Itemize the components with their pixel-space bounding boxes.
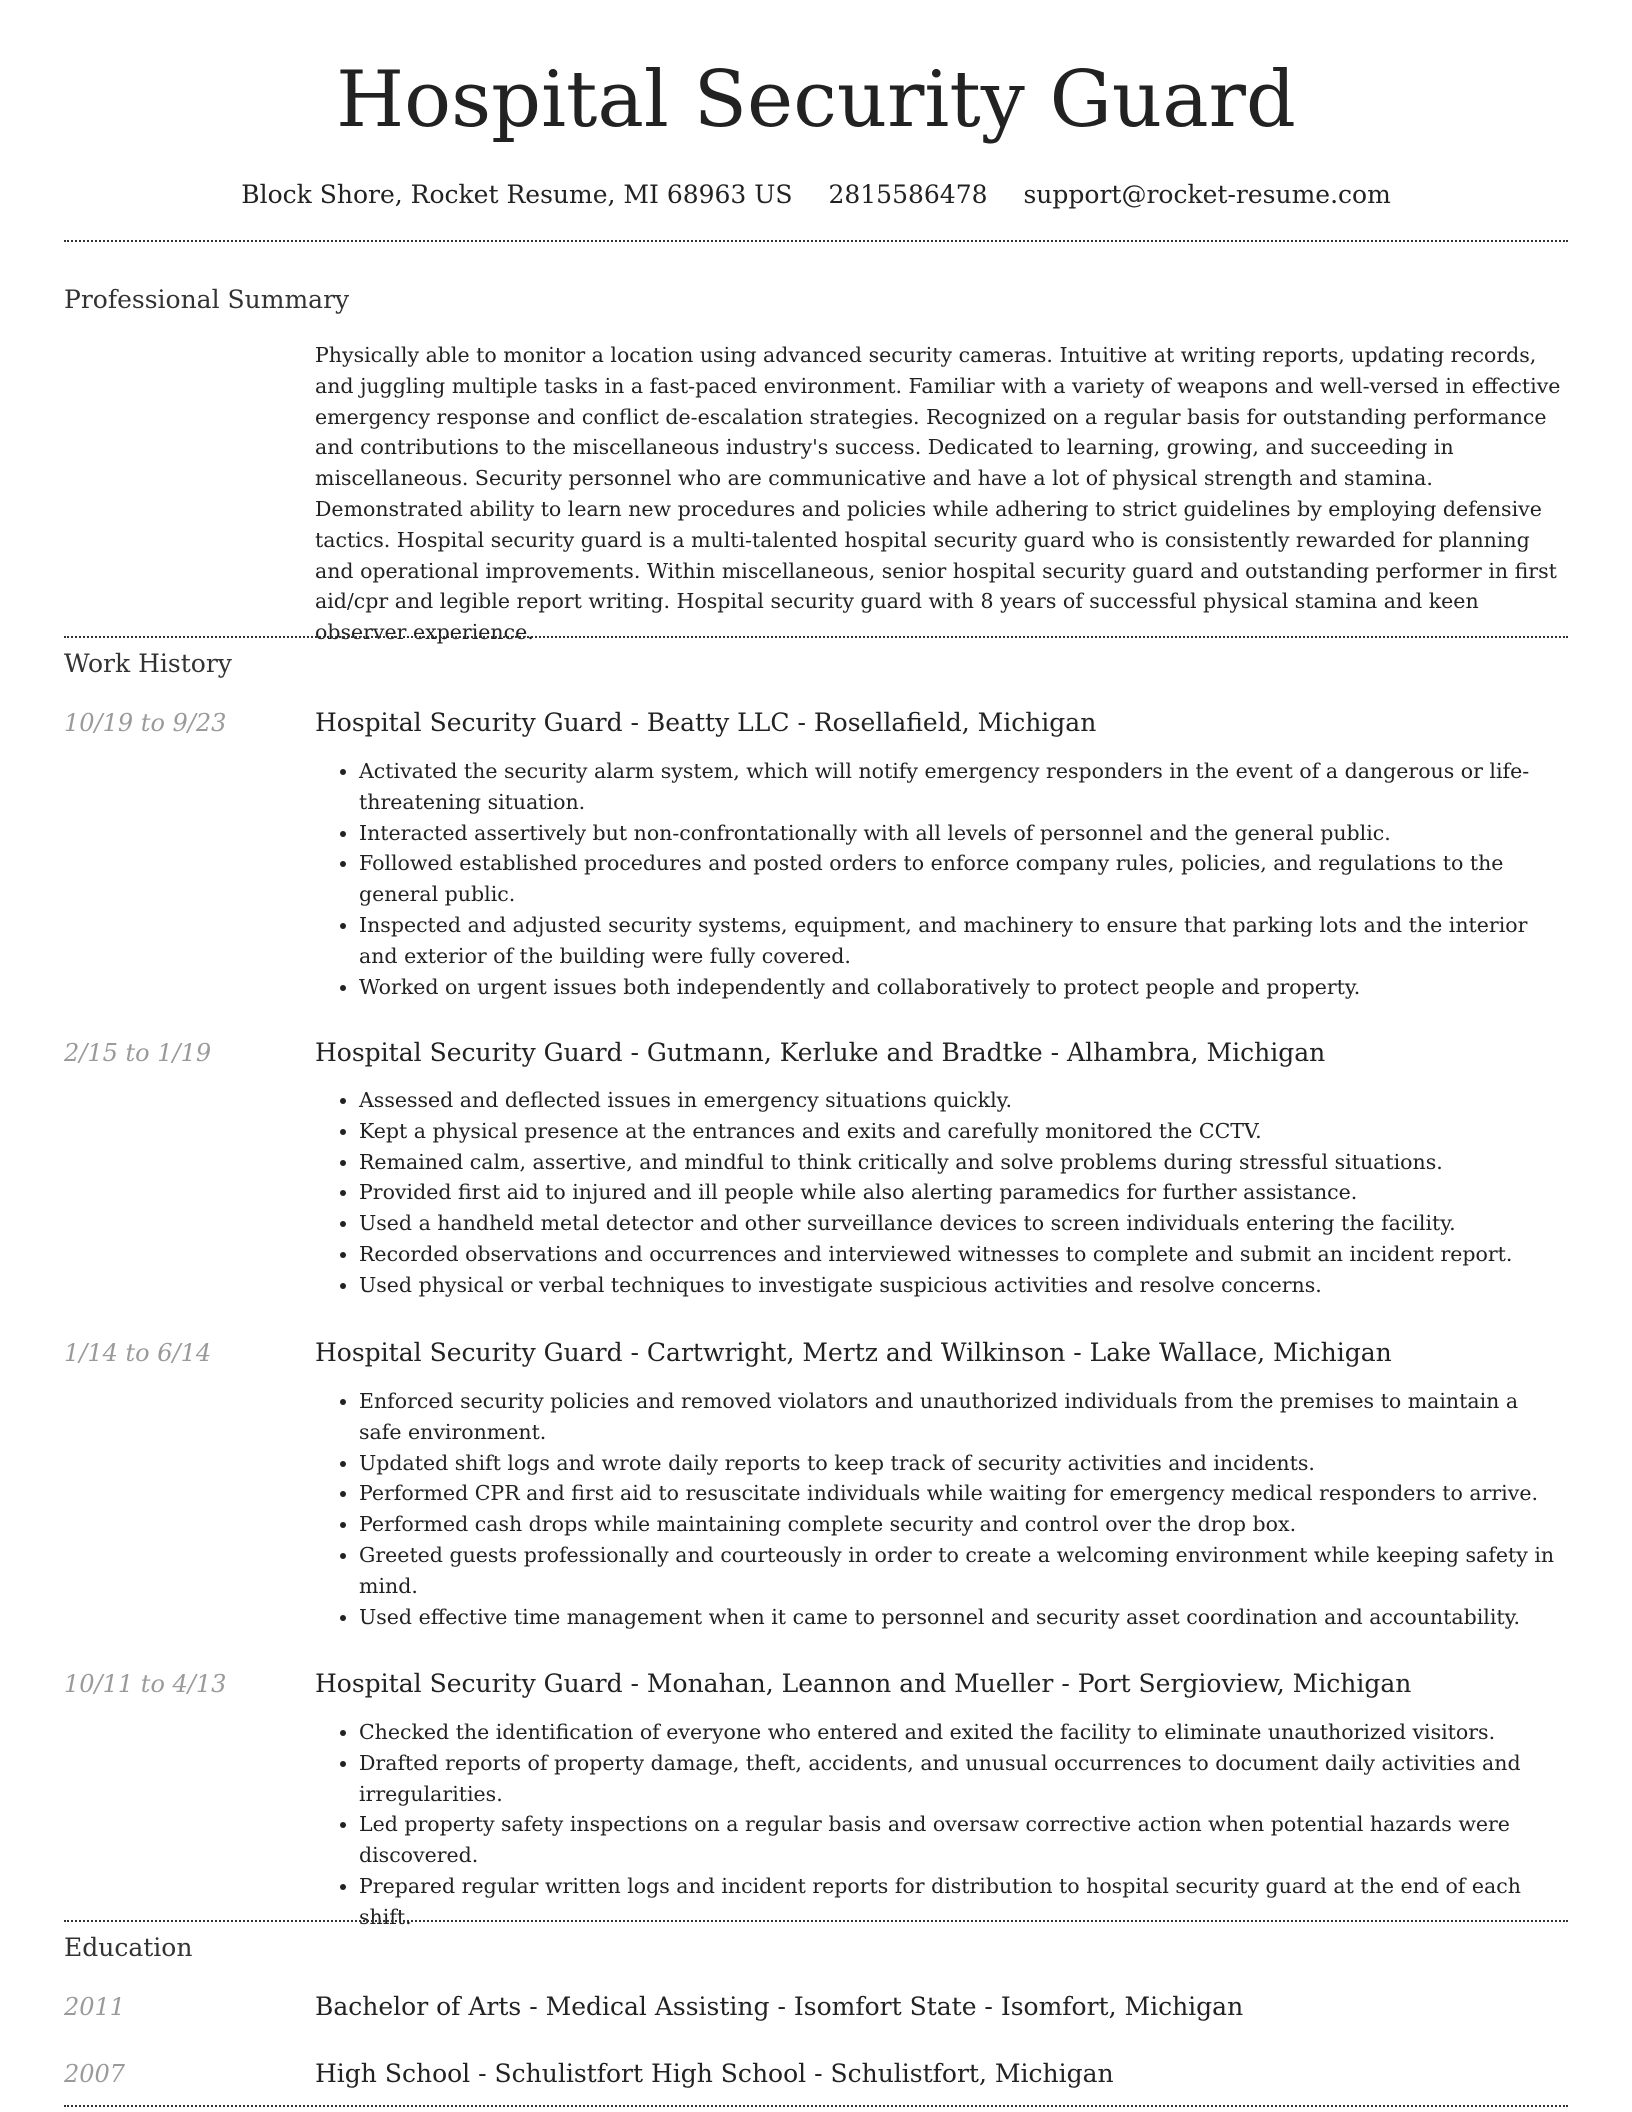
job-bullet: • Enforced security policies and removed violators and unauthorized individuals from the premises to maintain a safe environment.	[359, 1386, 1567, 1448]
education-heading: Bachelor of Arts - Medical Assisting - Isomfort State - Isomfort, Michigan	[315, 1992, 1244, 2021]
contact-address: Block Shore, Rocket Resume, MI 68963 US	[241, 180, 793, 209]
job-bullet: • Updated shift logs and wrote daily reports to keep track of security activities and incidents.	[359, 1448, 1567, 1479]
job-bullet: • Checked the identification of everyone who entered and exited the facility to eliminate unauthorized visitors.	[359, 1717, 1567, 1748]
divider	[64, 240, 1568, 242]
job-bullet-list	[315, 1085, 1567, 1301]
contact-line	[0, 178, 1632, 212]
job-heading: Hospital Security Guard - Cartwright, Mertz and Wilkinson - Lake Wallace, Michigan	[315, 1338, 1392, 1367]
divider	[64, 1920, 1568, 1922]
divider	[64, 636, 1568, 638]
job-bullet: • Used effective time management when it came to personnel and security asset coordination and accountability.	[359, 1602, 1567, 1633]
job-heading: Hospital Security Guard - Monahan, Leannon and Mueller - Port Sergioview, Michigan	[315, 1669, 1412, 1698]
job-dates: 2/15 to 1/19	[64, 1039, 212, 1067]
job-bullet: • Interacted assertively but non-confrontationally with all levels of personnel and the general public.	[359, 818, 1567, 849]
job-heading: Hospital Security Guard - Gutmann, Kerluke and Bradtke - Alhambra, Michigan	[315, 1038, 1326, 1067]
job-bullet: • Prepared regular written logs and incident reports for distribution to hospital security guard at the end of each shift.	[359, 1871, 1567, 1933]
job-bullet-list	[315, 1717, 1567, 1933]
resume-header	[0, 0, 1632, 212]
contact-phone: 2815586478	[828, 180, 988, 209]
job-bullet: • Kept a physical presence at the entrances and exits and carefully monitored the CCTV.	[359, 1116, 1567, 1147]
summary-text: Physically able to monitor a location using advanced security cameras. Intuitive at writing reports, updating records, and juggling multiple tasks in a fast-paced environment. Familiar with a variety of weapons and well-versed in effective emergency response and conflict de-escalation strategies. Recognized on a regular basis for outstanding performance and contributions to the miscellaneous industry's success. Dedicated to learning, growing, and succeeding in miscellaneous. Security personnel who are communicative and have a lot of physical strength and stamina. Demonstrated ability to learn new procedures and policies while adhering to strict guidelines by employing defensive tactics. Hospital security guard is a multi-talented hospital security guard who is consistently rewarded for planning and operational improvements. Within miscellaneous, senior hospital security guard and outstanding performer in first aid/cpr and legible report writing. Hospital security guard with 8 years of successful physical stamina and keen observer experience.	[315, 343, 1561, 645]
job-heading: Hospital Security Guard - Beatty LLC - Rosellafield, Michigan	[315, 708, 1097, 737]
job-bullet-list	[315, 1386, 1567, 1632]
job-bullet: • Led property safety inspections on a regular basis and oversaw corrective action when potential hazards were discovered.	[359, 1809, 1567, 1871]
job-bullet: • Drafted reports of property damage, theft, accidents, and unusual occurrences to document daily activities and irregularities.	[359, 1748, 1567, 1810]
job-dates: 1/14 to 6/14	[64, 1339, 212, 1367]
work-section-title: Work History	[64, 649, 232, 678]
education-heading: High School - Schulistfort High School - Schulistfort, Michigan	[315, 2059, 1114, 2088]
contact-email: support@rocket-resume.com	[1023, 180, 1391, 209]
job-bullet: • Inspected and adjusted security systems, equipment, and machinery to ensure that parking lots and the interior and exterior of the building were fully covered.	[359, 910, 1567, 972]
job-bullet: • Followed established procedures and posted orders to enforce company rules, policies, and regulations to the general public.	[359, 848, 1567, 910]
job-bullet: • Provided first aid to injured and ill people while also alerting paramedics for further assistance.	[359, 1177, 1567, 1208]
job-bullet: • Recorded observations and occurrences and interviewed witnesses to complete and submit an incident report.	[359, 1239, 1567, 1270]
summary-section-title: Professional Summary	[64, 285, 350, 314]
job-dates: 10/11 to 4/13	[64, 1670, 227, 1698]
divider	[64, 2105, 1568, 2107]
education-section-title: Education	[64, 1933, 193, 1962]
job-bullet: • Used a handheld metal detector and other surveillance devices to screen individuals entering the facility.	[359, 1208, 1567, 1239]
candidate-name: Hospital Security Guard	[336, 55, 1296, 145]
job-bullet: • Activated the security alarm system, which will notify emergency responders in the event of a dangerous or life-threatening situation.	[359, 756, 1567, 818]
job-bullet: • Worked on urgent issues both independently and collaboratively to protect people and property.	[359, 972, 1567, 1003]
job-bullet: • Performed cash drops while maintaining complete security and control over the drop box.	[359, 1509, 1567, 1540]
job-bullet-list	[315, 756, 1567, 1002]
job-bullet: • Assessed and deflected issues in emergency situations quickly.	[359, 1085, 1567, 1116]
job-dates: 10/19 to 9/23	[64, 709, 227, 737]
job-bullet: • Greeted guests professionally and courteously in order to create a welcoming environment while keeping safety in mind.	[359, 1540, 1567, 1602]
job-bullet: • Performed CPR and first aid to resuscitate individuals while waiting for emergency medical responders to arrive.	[359, 1478, 1567, 1509]
job-bullet: • Remained calm, assertive, and mindful to think critically and solve problems during stressful situations.	[359, 1147, 1567, 1178]
education-year: 2007	[64, 2060, 126, 2088]
job-bullet: • Used physical or verbal techniques to investigate suspicious activities and resolve concerns.	[359, 1270, 1567, 1301]
education-year: 2011	[64, 1993, 126, 2021]
